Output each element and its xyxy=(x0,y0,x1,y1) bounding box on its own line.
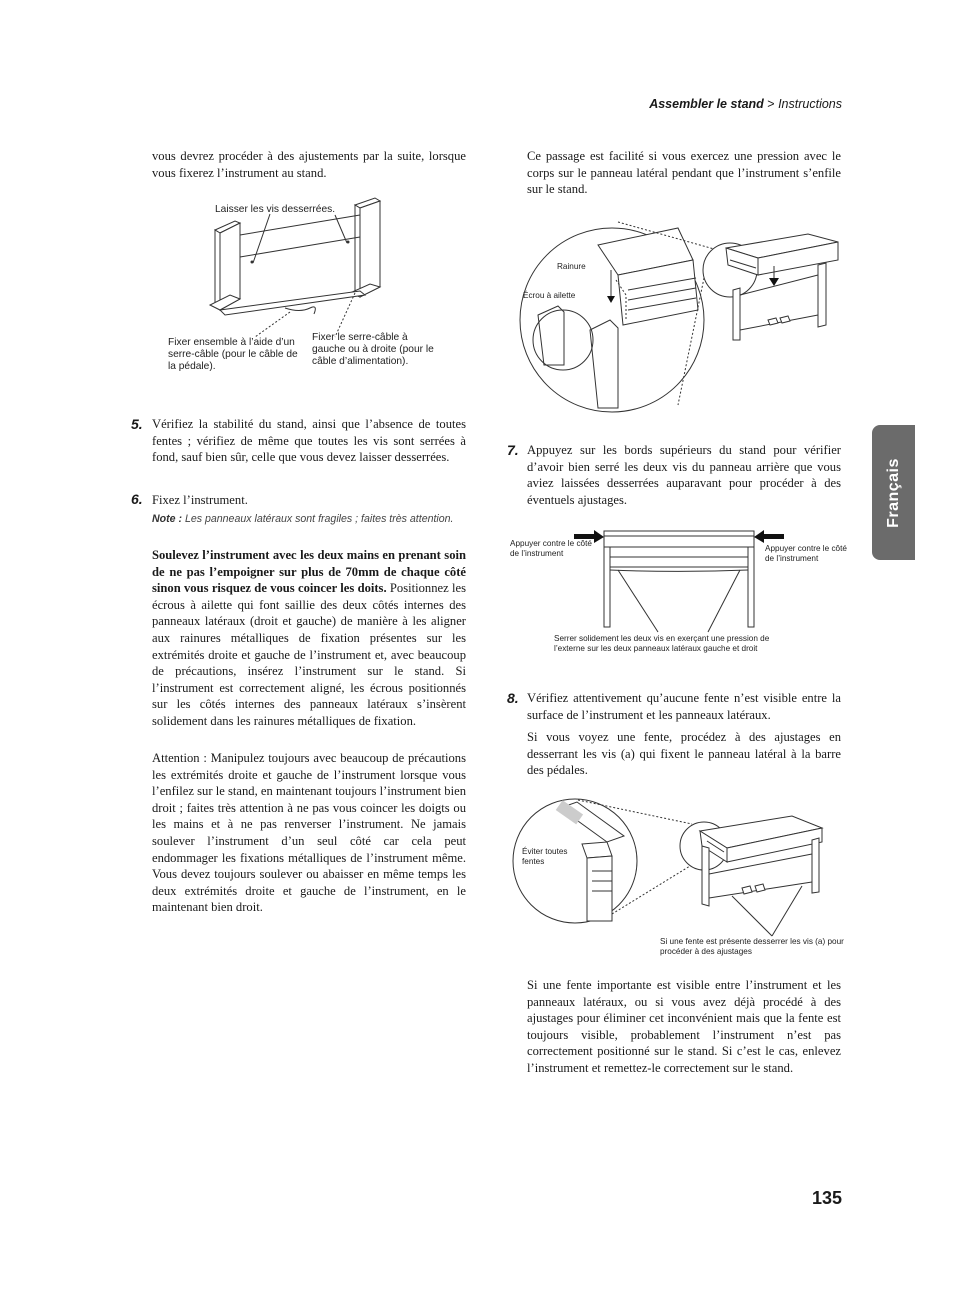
step-6-warning-bold: Soulevez l’instrument avec les deux mains en prenant soin de ne pas l’empoigner sur plus de 70mm de chaque côté sinon vous risquez de vous coincer les doits. xyxy=(152,548,466,596)
right-intro: Ce passage est facilité si vous exercez une pression avec le corps sur le panneau latéral pendant que l’instrument s’enfile sur le stand. xyxy=(527,149,841,197)
label-pedal-cable-tie: Fixer ensemble à l’aide d’un serre-câble (pour le câble de la pédale). xyxy=(168,337,298,373)
header-section: Assembler le stand xyxy=(649,97,764,111)
step-6-note xyxy=(152,512,466,527)
figure-gap-check xyxy=(512,796,848,966)
label-press-left: Appuyer contre le côté de l’instrument xyxy=(510,539,592,558)
step-5-number: 5. xyxy=(131,416,143,432)
label-avoid-gaps: Éviter toutes fentes xyxy=(522,847,568,866)
figure-press-stand xyxy=(508,522,848,662)
step-6-instructions xyxy=(152,547,466,730)
insertion-drawing xyxy=(518,220,848,408)
left-intro: vous devrez procéder à des ajustements par la suite, lorsque vous fixerez l’instrument au stand. xyxy=(152,149,466,180)
step-5-text: Vérifiez la stabilité du stand, ainsi que l’absence de toutes fentes ; vérifiez de même que toutes les vis sont serrées à fond, sauf bien sûr, celle que vous devez laisser desserrées. xyxy=(152,417,466,465)
header-subsection: Instructions xyxy=(778,97,842,111)
figure-stand-frame xyxy=(160,195,460,385)
note-text: Les panneaux latéraux sont fragiles ; faites très attention. xyxy=(182,513,454,525)
label-tighten-screws: Serrer solidement les deux vis en exerçant une pression de l’externe sur les deux panneaux latéraux gauche et droit xyxy=(554,634,770,653)
step-8-number: 8. xyxy=(507,690,519,706)
step-6-text: Fixez l’instrument. xyxy=(152,493,248,507)
label-wing-nut: Écrou à ailette xyxy=(523,291,576,300)
label-leave-screws-loose: Laisser les vis desserrées. xyxy=(215,204,336,215)
step-8-text: Vérifiez attentivement qu’aucune fente n’est visible entre la surface de l’instrument et les panneaux latéraux. xyxy=(527,691,841,722)
language-tab xyxy=(872,425,915,560)
step-8-text-2: Si vous voyez une fente, procédez à des ajustages en desserrant les vis (a) qui fixent le panneau latéral à la barre des pédales. xyxy=(527,730,841,778)
language-tab-label: Français xyxy=(884,457,902,528)
step-6-positioning-text: Positionnez les écrous à ailette qui font saillie des deux côtés internes des panneaux latéraux (droit et gauche) de manière à les aligner aux rainures métalliques de fixation présentes sur les extrémités droite et gauche de l’instrument et, avec beaucoup de précautions, insérez l’instrument sur le stand. Si l’instrument est correctement aligné, les écrous positionnés sur les côtés internes des panneaux latéraux s’insèrent solidement dans les rainures métalliques de fixation. xyxy=(152,581,466,728)
label-press-right: Appuyer contre le côté de l’instrument xyxy=(765,544,847,563)
note-label: Note : xyxy=(152,513,183,525)
closing-text: Si une fente importante est visible entre l’instrument et les panneaux latéraux, ou si vous avez déjà procédé à des ajustages pour éliminer cet inconvénient mais que la fente est toujours visible, probablement l’instrument n’est pas correctement positionné sur le stand. Si c’est le cas, enlevez l’instrument et remettez-le correctement sur le stand. xyxy=(527,978,841,1075)
step-7-number: 7. xyxy=(507,442,519,458)
label-groove: Rainure xyxy=(557,262,586,271)
figure-instrument-insertion xyxy=(518,220,848,408)
label-power-cable-tie: Fixer le serre-câble à gauche ou à droite (pour le câble d’alimentation). xyxy=(312,332,434,368)
step-6-attention: Attention : Manipulez toujours avec beaucoup de précautions les extrémités droite et gauche de l’instrument lorsque vous l’enfilez sur le stand, en maintenant toujours l’instrument bien droit ; faites très attention à ne pas vous coincer les doigts ou les mains et à ne pas renverser l’instrument. Ne jamais soulever l’instrument d’un seul côté car cela peut endommager les fixations métalliques de l’instrument même. Vous devez toujours soulever ou abaisser en même temps les deux extrémités droite et gauche de l’instrument, en le maintenant bien droit. xyxy=(152,751,466,915)
header-separator: > xyxy=(763,97,779,111)
step-6-number: 6. xyxy=(131,491,143,507)
page-number: 135 xyxy=(811,1188,842,1208)
label-loosen-screws: Si une fente est présente desserrer les vis (a) pour procéder à des ajustages xyxy=(660,937,844,956)
step-7-text: Appuyez sur les bords supérieurs du stand pour vérifier d’avoir bien serré les deux vis du panneau arrière que vous aviez laissées desserrées auparavant pour procéder à des éventuels ajustages. xyxy=(527,443,841,507)
running-header xyxy=(560,97,842,111)
